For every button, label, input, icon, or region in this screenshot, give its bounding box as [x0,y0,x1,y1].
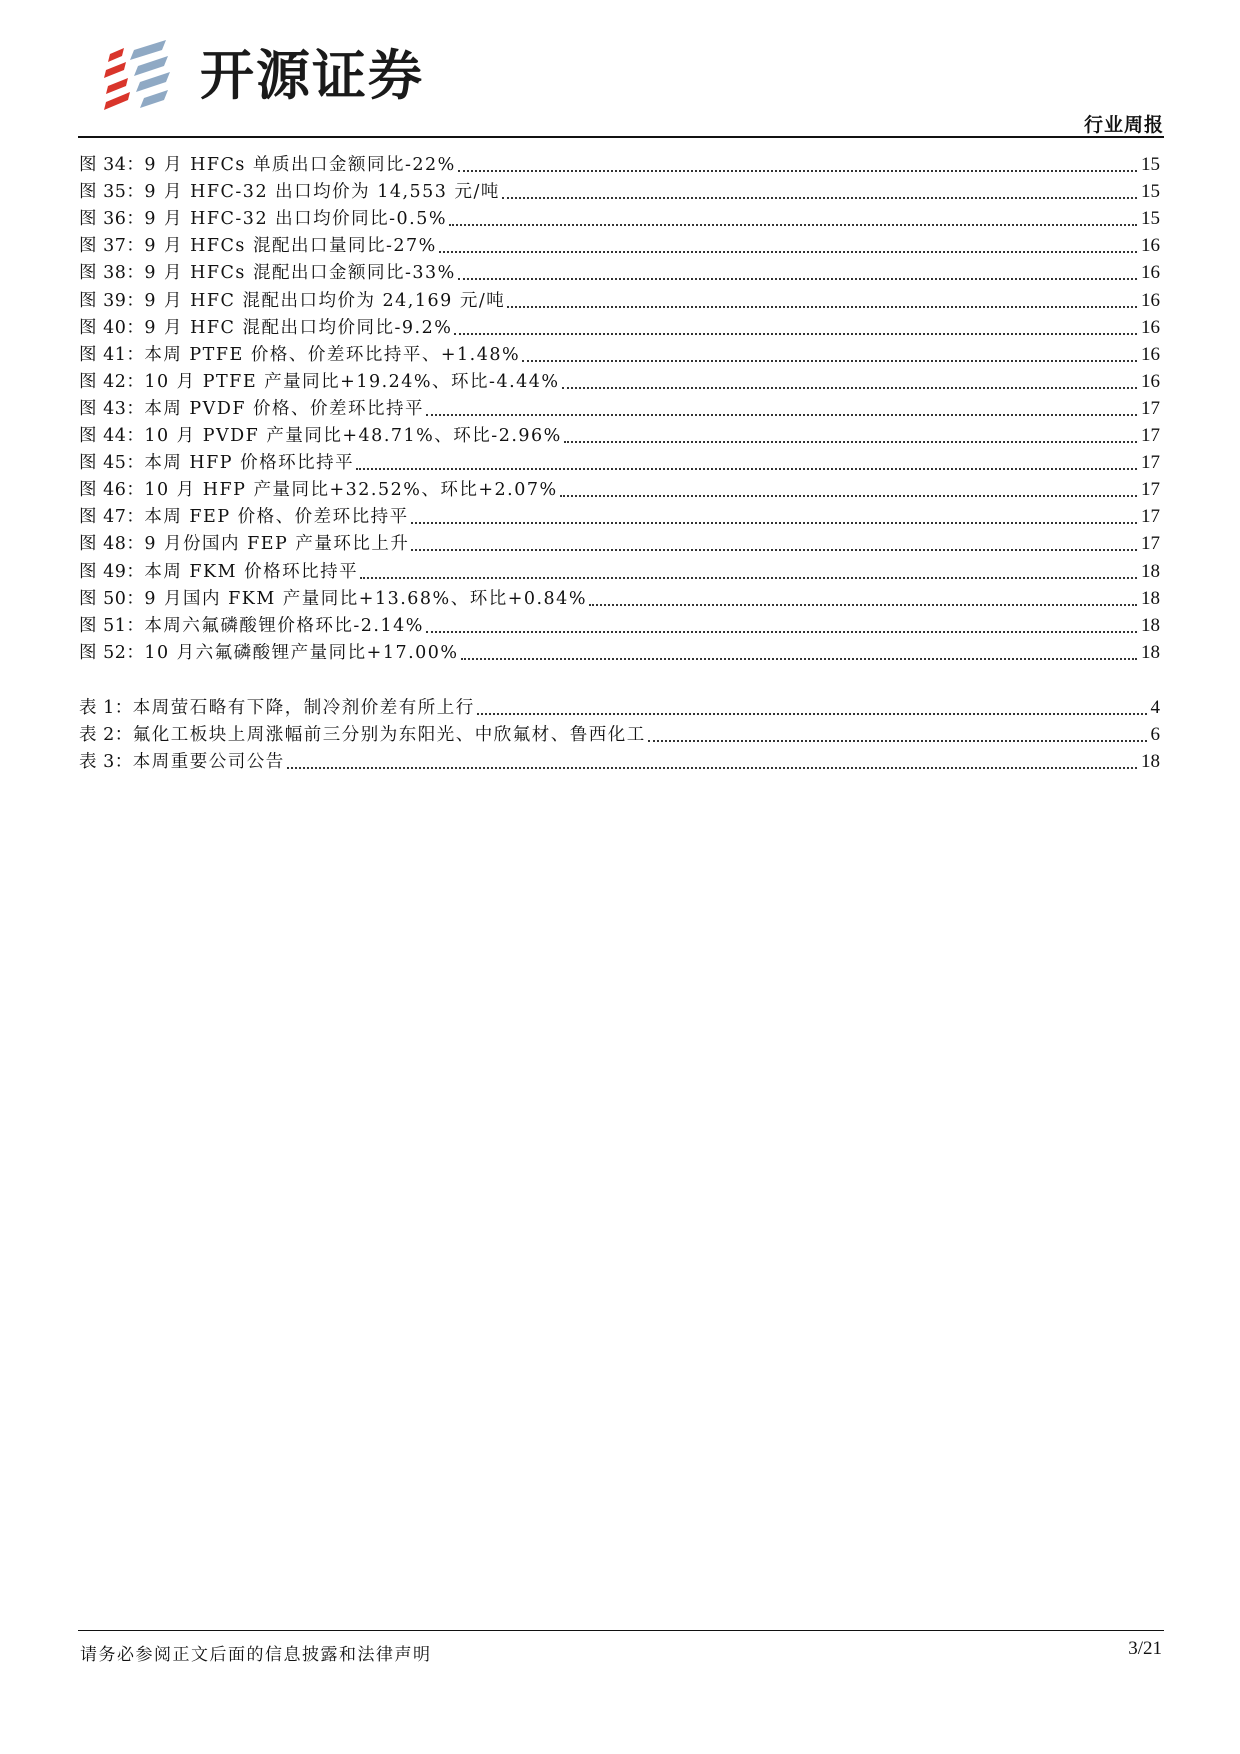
figure-list [79,151,1160,666]
toc-dot-leader [411,521,1137,524]
toc-figure-entry[interactable] [79,639,1160,666]
brand-logo [104,40,484,112]
toc-entry-label: 图 43： [79,398,145,419]
toc-entry-label: 图 46： [79,480,145,501]
toc-entry-label: 图 36： [79,209,145,230]
toc-figure-entry[interactable] [79,476,1160,503]
toc-entry-label: 图 40： [79,317,145,338]
toc-dot-leader [426,413,1137,416]
toc-dot-leader [589,603,1137,606]
toc-dot-leader [454,332,1137,335]
toc-entry-page-number: 17 [1141,452,1160,474]
toc-dot-leader [360,576,1137,579]
toc-entry-label: 图 47： [79,507,145,528]
page-header [0,0,1240,140]
toc-figure-entry[interactable] [79,232,1160,259]
toc-table-entry[interactable] [79,694,1160,721]
toc-entry-title: 9 月 HFC-32 出口均价为 14,553 元/吨 [144,182,500,203]
toc-figure-entry[interactable] [79,178,1160,205]
toc-figure-entry[interactable] [79,422,1160,449]
toc-dot-leader [439,250,1137,253]
toc-entry-page-number: 16 [1141,343,1160,365]
footer-divider [78,1630,1164,1631]
toc-entry-title: 9 月 HFC-32 出口均价同比-0.5% [144,209,448,230]
toc-dot-leader [562,386,1137,389]
toc-entry-page-number: 16 [1141,370,1160,392]
toc-entry-page-number: 18 [1141,641,1160,663]
toc-figure-entry[interactable] [79,259,1160,286]
toc-entry-label: 图 38： [79,263,145,284]
toc-entry-title: 9 月 HFCs 单质出口金额同比-22% [144,155,456,176]
toc-table-entry[interactable] [79,721,1160,748]
toc-entry-page-number: 17 [1141,506,1160,528]
toc-entry-page-number: 15 [1141,154,1160,176]
toc-entry-title: 本周萤石略有下降，制冷剂价差有所上行 [132,697,475,718]
toc-entry-label: 图 35： [79,182,145,203]
toc-figure-entry[interactable] [79,449,1160,476]
toc-entry-label: 图 50： [79,588,145,609]
footer-disclaimer: 请务必参阅正文后面的信息披露和法律声明 [80,1645,432,1665]
toc-dot-leader [458,169,1137,172]
toc-entry-label: 图 42： [79,371,145,392]
toc-figure-entry[interactable] [79,503,1160,530]
toc-entry-label: 图 37： [79,236,145,257]
toc-entry-page-number: 17 [1141,397,1160,419]
toc-entry-page-number: 18 [1141,560,1160,582]
toc-entry-title: 本周 PVDF 价格、价差环比持平 [144,398,425,419]
toc-entry-page-number: 18 [1141,587,1160,609]
toc-figure-entry[interactable] [79,557,1160,584]
toc-entry-page-number: 17 [1141,533,1160,555]
toc-entry-title: 本周 FEP 价格、价差环比持平 [144,507,409,528]
toc-figure-entry[interactable] [79,612,1160,639]
toc-dot-leader [411,548,1137,551]
toc-entry-page-number: 16 [1141,235,1160,257]
toc-figure-entry[interactable] [79,205,1160,232]
toc-entry-page-number: 18 [1141,751,1160,773]
toc-entry-title: 本周 FKM 价格环比持平 [144,561,359,582]
toc-entry-page-number: 17 [1141,425,1160,447]
toc-figure-entry[interactable] [79,395,1160,422]
toc-entry-page-number: 15 [1141,208,1160,230]
logo-mark-icon [104,40,184,112]
toc-entry-label: 图 39： [79,290,145,311]
toc-figure-entry[interactable] [79,530,1160,557]
toc-entry-title: 9 月 HFCs 混配出口金额同比-33% [144,263,456,284]
toc-dot-leader [522,359,1137,362]
toc-entry-label: 图 48： [79,534,145,555]
toc-dot-leader [426,630,1137,633]
toc-entry-title: 本周重要公司公告 [132,752,285,773]
toc-entry-title: 10 月六氟磷酸锂产量同比+17.00% [144,642,459,663]
toc-entry-label: 图 49： [79,561,145,582]
toc-entry-page-number: 16 [1141,316,1160,338]
toc-entry-label: 表 3： [79,752,133,773]
toc-entry-title: 氟化工板块上周涨幅前三分别为东阳光、中欣氟材、鲁西化工 [132,724,646,745]
toc-entry-title: 本周六氟磷酸锂价格环比-2.14% [144,615,424,636]
toc-entry-page-number: 15 [1141,181,1160,203]
toc-entry-label: 图 41： [79,344,145,365]
table-list [79,694,1160,775]
toc-entry-page-number: 6 [1150,723,1160,745]
toc-entry-page-number: 16 [1141,289,1160,311]
toc-figure-entry[interactable] [79,151,1160,178]
toc-figure-entry[interactable] [79,368,1160,395]
toc-entry-page-number: 18 [1141,614,1160,636]
toc-entry-label: 图 51： [79,615,145,636]
toc-entry-label: 图 52： [79,642,145,663]
toc-dot-leader [648,739,1147,742]
toc-entry-title: 9 月 HFC 混配出口均价同比-9.2% [144,317,453,338]
toc-figure-entry[interactable] [79,286,1160,313]
toc-entry-label: 图 44： [79,426,145,447]
toc-figure-entry[interactable] [79,585,1160,612]
toc-entry-title: 本周 HFP 价格环比持平 [144,453,355,474]
toc-dot-leader [461,657,1137,660]
toc-entry-page-number: 4 [1150,696,1160,718]
toc-entry-label: 表 2： [79,724,133,745]
toc-dot-leader [458,277,1137,280]
footer-page-number: 3/21 [1128,1638,1162,1659]
toc-entry-label: 图 45： [79,453,145,474]
toc-table-entry[interactable] [79,748,1160,775]
toc-figure-entry[interactable] [79,341,1160,368]
toc-dot-leader [477,712,1147,715]
toc-entry-title: 9 月 HFCs 混配出口量同比-27% [144,236,437,257]
toc-entry-title: 9 月国内 FKM 产量同比+13.68%、环比+0.84% [144,588,587,609]
toc-entry-label: 图 34： [79,155,145,176]
report-type-label: 行业周报 [1083,114,1164,136]
toc-dot-leader [287,766,1137,769]
header-divider [78,136,1164,138]
toc-figure-entry[interactable] [79,314,1160,341]
toc-dot-leader [356,467,1137,470]
toc-entry-title: 10 月 HFP 产量同比+32.52%、环比+2.07% [144,480,558,501]
toc-entry-title: 10 月 PTFE 产量同比+19.24%、环比-4.44% [144,371,560,392]
toc-dot-leader [502,196,1137,199]
toc-entry-title: 9 月份国内 FEP 产量环比上升 [144,534,410,555]
toc-dot-leader [449,223,1137,226]
toc-dot-leader [507,305,1137,308]
toc-dot-leader [564,440,1137,443]
toc-dot-leader [560,494,1137,497]
toc-entry-label: 表 1： [79,697,133,718]
brand-name: 开源证券 [200,44,424,107]
section-gap [79,666,1160,694]
toc-entry-title: 9 月 HFC 混配出口均价为 24,169 元/吨 [144,290,506,311]
toc-entry-page-number: 16 [1141,262,1160,284]
toc-entry-title: 本周 PTFE 价格、价差环比持平、+1.48% [144,344,521,365]
toc-entry-title: 10 月 PVDF 产量同比+48.71%、环比-2.96% [144,426,562,447]
table-of-contents [79,151,1160,775]
toc-entry-page-number: 17 [1141,479,1160,501]
